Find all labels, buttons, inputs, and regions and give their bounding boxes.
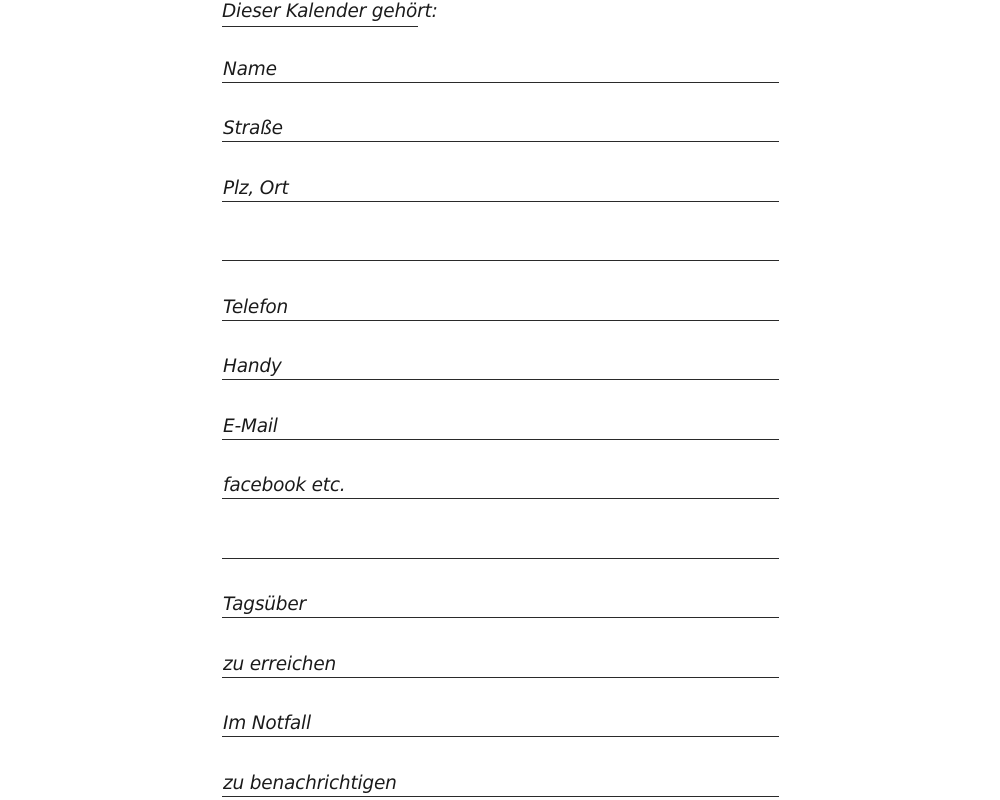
form-heading: Dieser Kalender gehört: [222, 0, 418, 27]
daytime-line[interactable] [222, 587, 779, 618]
phone-label: Telefon [223, 297, 289, 318]
emergency-line[interactable] [222, 706, 779, 737]
mobile-line[interactable] [222, 349, 779, 380]
phone-line[interactable] [222, 290, 779, 321]
daytime-label: Tagsüber [223, 594, 306, 615]
email-line[interactable] [222, 409, 779, 440]
name-line[interactable] [222, 52, 779, 83]
reachable-label: zu erreichen [223, 654, 337, 675]
mobile-label: Handy [223, 356, 282, 377]
blank-contact-line[interactable] [222, 528, 779, 559]
notify-label: zu benachrichtigen [223, 773, 397, 794]
postcode-city-label: Plz, Ort [223, 178, 289, 199]
reachable-line[interactable] [222, 647, 779, 678]
postcode-city-line[interactable] [222, 171, 779, 202]
emergency-label: Im Notfall [223, 713, 311, 734]
blank-address-line[interactable] [222, 230, 779, 261]
social-media-label: facebook etc. [223, 475, 346, 496]
street-line[interactable] [222, 111, 779, 142]
social-media-line[interactable] [222, 468, 779, 499]
name-label: Name [223, 59, 277, 80]
notify-line[interactable] [222, 766, 779, 797]
street-label: Straße [223, 118, 283, 139]
email-label: E-Mail [223, 416, 278, 437]
